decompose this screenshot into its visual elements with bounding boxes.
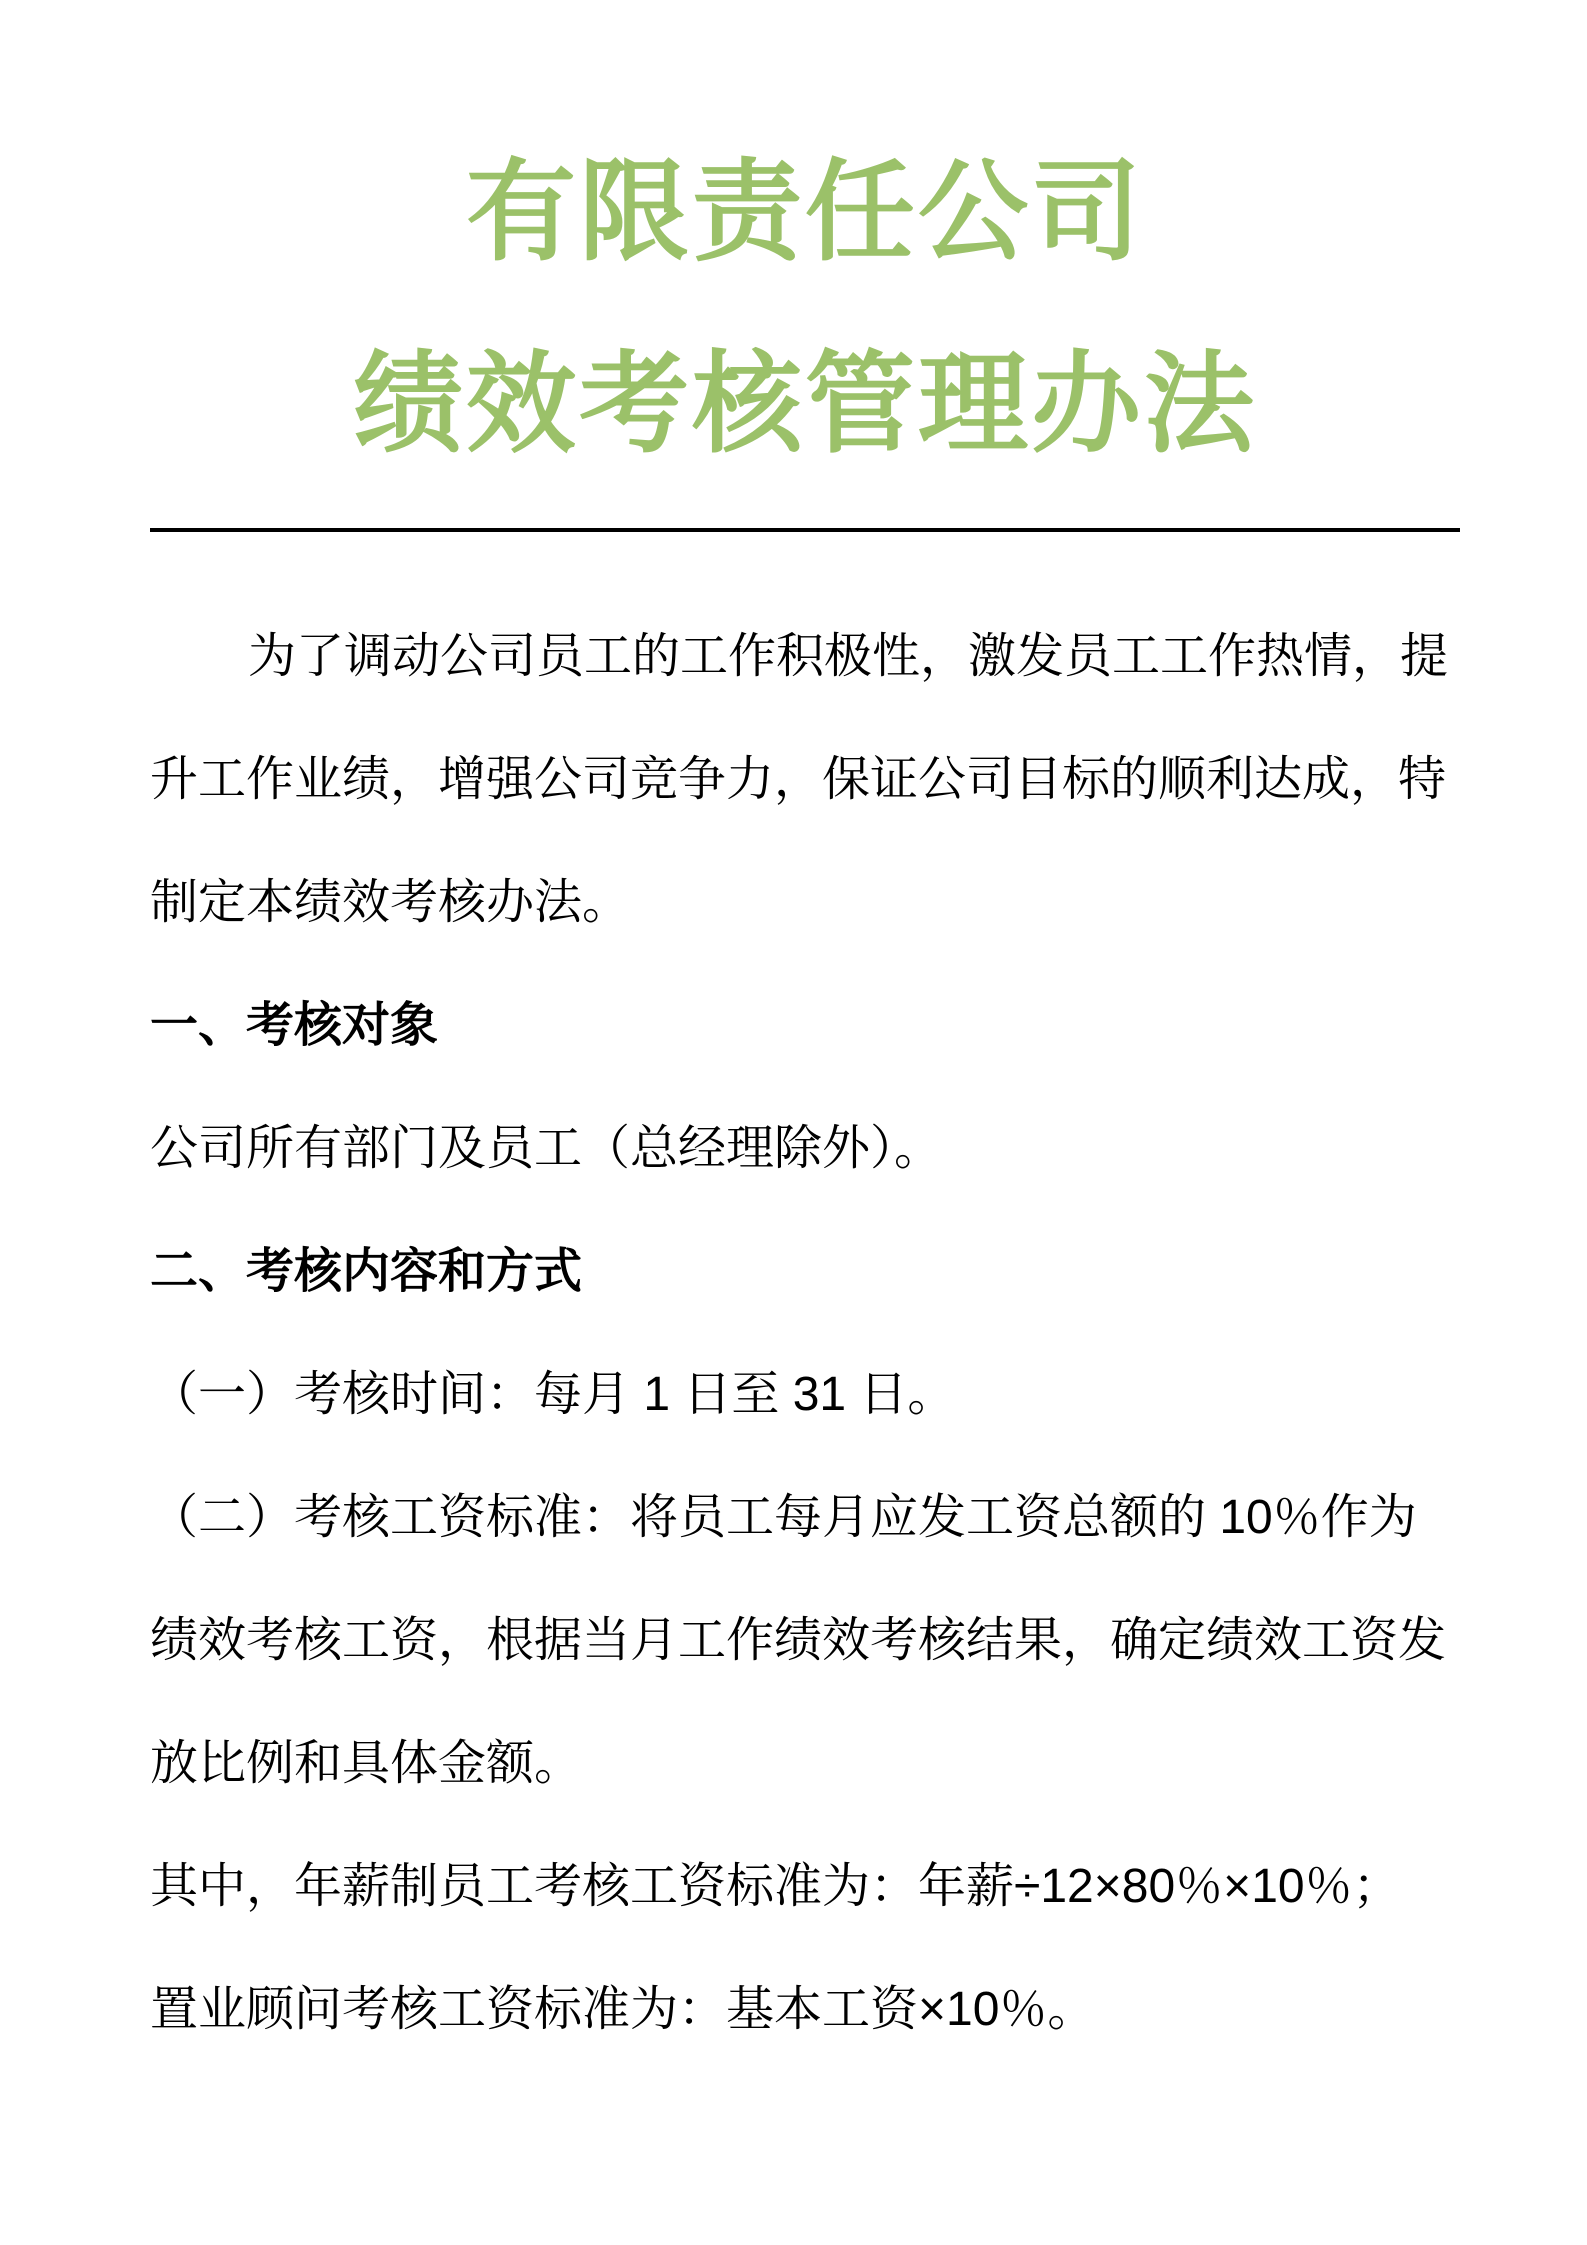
paragraph-line: 绩效考核工资，根据当月工作绩效考核结果，确定绩效工资发	[150, 1614, 1447, 1667]
paragraph-line: 升工作业绩，增强公司竞争力，保证公司目标的顺利达成，特	[150, 753, 1447, 806]
paragraph-line: 制定本绩效考核办法。	[150, 876, 631, 929]
paragraph-line: 为了调动公司员工的工作积极性，激发员工工作热情，提	[248, 630, 1449, 683]
title-divider-rule	[150, 528, 1460, 532]
document-title	[150, 0, 1460, 501]
paragraph-line: 公司所有部门及员工（总经理除外）。	[150, 1122, 943, 1175]
paragraph-line: （二）考核工资标准：将员工每月应发工资总额的 10％作为	[150, 1491, 1417, 1544]
title-line-1: 有限责任公司	[466, 151, 1144, 274]
paragraph-line: 置业顾问考核工资标准为：基本工资×10％。	[150, 1983, 1096, 2036]
document-body	[150, 595, 1460, 2071]
title-line-2: 绩效考核管理办法	[353, 343, 1257, 466]
paragraph-line: 其中，年薪制员工考核工资标准为：年薪÷12×80％×10％；	[150, 1860, 1401, 1913]
paragraph-line: （一）考核时间：每月 1 日至 31 日。	[150, 1368, 956, 1421]
section-heading: 二、考核内容和方式	[150, 1245, 583, 1298]
section-heading: 一、考核对象	[150, 999, 439, 1052]
paragraph-line: 放比例和具体金额。	[150, 1737, 583, 1790]
